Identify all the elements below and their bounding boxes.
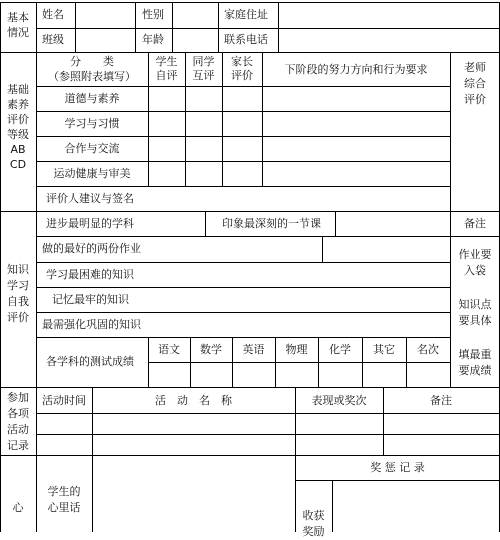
impressive-lesson-label: 印象最深刻的一节课 (222, 217, 321, 230)
grid-line (0, 387, 500, 388)
basic-section-title: 基本 情况 (7, 11, 29, 39)
activities-section-title: 参加 各项 活动 记录 (7, 391, 29, 452)
address-label: 家庭住址 (224, 8, 268, 21)
grid-line (278, 2, 279, 52)
subject-header: 名次 (417, 343, 439, 356)
grid-line (36, 287, 450, 288)
gender-label: 性别 (142, 8, 164, 21)
parent-eval-header: 家长 评价 (231, 55, 253, 82)
grid-line (36, 413, 500, 414)
subject-header: 语文 (158, 343, 180, 356)
grid-line (36, 434, 500, 435)
grid-line (218, 2, 219, 52)
grid-line (332, 480, 333, 532)
grid-line (36, 186, 450, 187)
peer-eval-header: 同学 互评 (192, 55, 215, 82)
side-note-knowledge: 知识点 要具体 (458, 298, 492, 327)
grid-line (75, 2, 76, 52)
next-stage-header: 下阶段的努力方向和行为要求 (284, 63, 428, 76)
hardest-knowledge-label: 学习最困难的知识 (46, 268, 134, 281)
grid-line (36, 28, 500, 29)
quality-row-label: 学习与习惯 (64, 117, 120, 130)
category-sub: （参照附表填写） (48, 70, 136, 83)
category-title: 分 类 (70, 55, 114, 68)
solid-knowledge-label: 记忆最牢的知识 (52, 293, 129, 306)
phone-label: 联系电话 (224, 33, 268, 46)
quality-row-label: 评价人建议与签名 (46, 192, 134, 205)
grid-line (36, 86, 450, 87)
grid-line (92, 387, 93, 532)
age-label: 年龄 (142, 33, 164, 46)
activity-time-header: 活动时间 (42, 394, 86, 407)
quality-section-title: 基础 素养 评价 等级 AB CD (7, 83, 29, 171)
harvest-label: 收获 奖励 (302, 509, 325, 538)
quality-row-label: 合作与交流 (64, 142, 120, 155)
activity-name-header: 活 动 名 称 (155, 394, 232, 407)
reinforce-knowledge-label: 最需强化巩固的知识 (42, 318, 141, 331)
activity-performance-header: 表现或奖次 (311, 394, 367, 407)
side-note-scores: 填最重 要成绩 (458, 348, 492, 377)
awards-title: 奖 惩 记 录 (370, 461, 425, 474)
grid-line (148, 362, 450, 363)
self-eval-header: 学生 自评 (155, 55, 178, 82)
grid-line (36, 337, 450, 338)
test-scores-label: 各学科的测试成绩 (46, 355, 134, 368)
quality-row-label: 道德与素养 (64, 92, 120, 105)
grid-line (172, 2, 173, 52)
grid-line (36, 236, 500, 237)
grid-line (36, 262, 450, 263)
knowledge-section-title: 知识 学习 自我 评价 (7, 263, 29, 324)
grid-line (0, 455, 500, 456)
grid-line (322, 236, 323, 262)
subject-header: 其它 (373, 343, 395, 356)
class-label: 班级 (42, 33, 64, 46)
teacher-eval-header: 老师 综合 评价 (464, 61, 486, 106)
quality-row-label: 运动健康与审美 (53, 167, 131, 180)
student-words-label: 学生的 心里话 (47, 485, 81, 514)
subject-header: 化学 (329, 343, 351, 356)
grid-line (135, 2, 136, 52)
subject-header: 物理 (285, 343, 308, 356)
grid-line (0, 52, 500, 53)
best-homework-label: 做的最好的两份作业 (42, 242, 141, 255)
grid-line (36, 161, 450, 162)
name-label: 姓名 (42, 8, 64, 21)
grid-line (36, 136, 450, 137)
grid-line (205, 211, 206, 236)
activity-remark-header: 备注 (430, 394, 452, 407)
grid-line (0, 211, 500, 212)
subject-header: 英语 (242, 343, 265, 356)
side-note-homework: 作业要 入袋 (458, 248, 492, 277)
progress-subject-label: 进步最明显的学科 (46, 217, 134, 230)
grid-line (335, 211, 336, 236)
grid-line (295, 480, 500, 481)
heart-section-char: 心 (12, 501, 24, 514)
grid-line (36, 111, 450, 112)
grid-line (36, 312, 450, 313)
subject-header: 数学 (200, 343, 222, 356)
knowledge-remark-label: 备注 (464, 217, 486, 230)
